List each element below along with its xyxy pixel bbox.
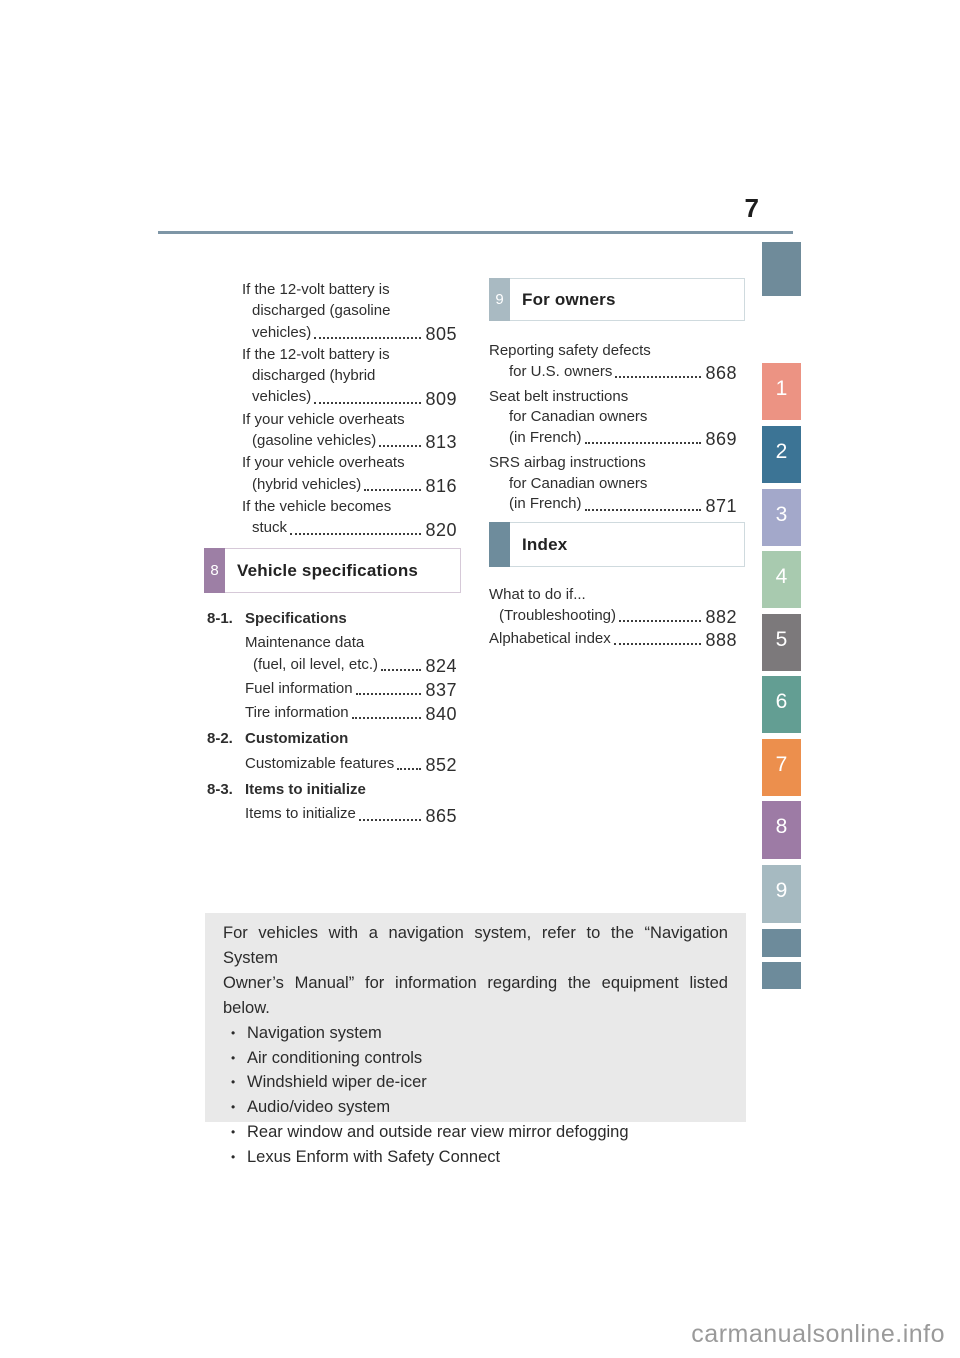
toc-entry-text: discharged (gasoline: [252, 302, 391, 320]
toc-entry: [489, 453, 737, 515]
bullet-item: [223, 1070, 728, 1095]
dotted-leader: [619, 620, 701, 622]
toc-entry-line: [252, 365, 457, 386]
page-ref: 882: [705, 607, 737, 627]
toc-entry: [245, 678, 457, 699]
subsection-items: [245, 803, 457, 824]
toc-entry-text: Items to initialize: [245, 805, 356, 823]
toc-entry-text: for Canadian owners: [509, 474, 648, 492]
toc-entry-line: [509, 362, 737, 383]
page-ref: 869: [705, 429, 737, 450]
toc-entry-line: [252, 300, 457, 321]
note-bullet-list: [223, 1021, 728, 1169]
dotted-leader: [359, 819, 422, 821]
dotted-leader: [314, 402, 421, 404]
section-9-badge: 9: [489, 278, 510, 321]
toc-entry-line: [489, 628, 737, 649]
dotted-leader: [614, 643, 702, 645]
toc-entry-text: discharged (hybrid: [252, 367, 376, 385]
toc-entry-line: [509, 474, 737, 495]
toc-entry-line: [252, 322, 457, 343]
toc-entry-text: Maintenance data: [245, 634, 365, 652]
section-8-list: [207, 608, 457, 828]
toc-entry-text: Customizable features: [245, 754, 395, 772]
bullet-item: [223, 1095, 728, 1120]
page-ref: 871: [705, 495, 737, 516]
toc-entry-line: [509, 494, 737, 515]
bullet-dot-icon: •: [231, 1026, 236, 1040]
toc-entry-line: [253, 654, 457, 675]
toc-entry-line: [509, 407, 737, 428]
toc-entry-line: [245, 702, 457, 723]
toc-entry-text: If your vehicle overheats: [242, 454, 405, 472]
subsection-heading: [207, 779, 457, 800]
toc-entry-text: for U.S. owners: [509, 362, 613, 380]
toc-entry: [242, 452, 457, 495]
subsection-number: 8-3.: [207, 781, 233, 799]
dotted-leader: [314, 337, 421, 339]
navigation-note-box: [205, 913, 746, 1166]
section-9-header: [489, 278, 745, 321]
toc-entry-line: [489, 387, 737, 408]
bullet-text: Rear window and outside rear view mirror defogging: [247, 1122, 629, 1141]
toc-entry: [245, 702, 457, 723]
toc-entry-line: [252, 517, 457, 538]
page-ref: 816: [425, 475, 457, 496]
header-rule: [158, 231, 793, 234]
subsection-title: Items to initialize: [245, 781, 366, 799]
page-ref: 840: [425, 704, 457, 725]
toc-entry-text: (fuel, oil level, etc.): [253, 655, 379, 673]
toc-entry-line: [499, 605, 737, 626]
toc-entry-text: Fuel information: [245, 679, 353, 697]
section-tab-blank: [762, 962, 801, 989]
page-ref: 824: [425, 655, 457, 676]
bullet-dot-icon: •: [231, 1075, 236, 1090]
section-tab-blank: [762, 242, 801, 296]
dotted-leader: [397, 768, 421, 770]
toc-entry-text: If your vehicle overheats: [242, 410, 405, 428]
toc-entry-text: What to do if...: [489, 586, 586, 603]
toc-entry-text: for Canadian owners: [509, 408, 648, 426]
bullet-dot-icon: •: [231, 1050, 236, 1065]
toc-entry-line: [245, 803, 457, 824]
subsection-title: Specifications: [245, 610, 347, 627]
toc-entry-line: [252, 430, 457, 451]
toc-entry-line: [245, 753, 457, 774]
toc-entry-line: [252, 386, 457, 407]
section-tab-9: 9: [762, 865, 801, 923]
dotted-leader: [379, 445, 421, 447]
toc-entry-text: If the 12-volt battery is: [242, 281, 390, 298]
toc-entry: [489, 341, 737, 382]
toc-entry-line: [509, 428, 737, 449]
subsection-items: [245, 753, 457, 774]
subsection-number: 8-2.: [207, 730, 233, 748]
toc-entry: [245, 632, 457, 675]
page-number: 7: [744, 193, 760, 223]
toc-entry: [242, 496, 457, 539]
toc-entry: [245, 803, 457, 824]
bullet-dot-icon: •: [231, 1124, 236, 1139]
toc-entry-text: Alphabetical index: [489, 630, 611, 647]
toc-entry-text: vehicles): [252, 323, 312, 341]
toc-entry-line: [252, 474, 457, 495]
section-tab-2: 2: [762, 426, 801, 483]
section-8-badge: 8: [204, 548, 225, 593]
subsection-number: 8-1.: [207, 610, 233, 627]
bullet-dot-icon: •: [231, 1149, 236, 1164]
dotted-leader: [381, 669, 421, 671]
section-9-title: For owners: [510, 278, 745, 321]
toc-entry-text: If the vehicle becomes: [242, 497, 392, 515]
bullet-item: [223, 1046, 728, 1071]
section-8-header: [204, 548, 461, 593]
dotted-leader: [352, 717, 422, 719]
dotted-leader: [585, 509, 702, 511]
toc-entry-line: [245, 632, 457, 653]
toc-entry-line: [242, 409, 457, 430]
dotted-leader: [290, 533, 421, 535]
page-ref: 865: [425, 805, 457, 826]
toc-entry: [242, 344, 457, 408]
note-intro: [223, 921, 728, 1021]
subsection-heading: [207, 608, 457, 629]
toc-entry-text: (hybrid vehicles): [252, 475, 362, 493]
toc-entry-line: [245, 678, 457, 699]
toc-entry-text: stuck: [252, 519, 288, 537]
section-tab-1: 1: [762, 363, 801, 420]
page-ref: 809: [425, 388, 457, 409]
dotted-leader: [364, 489, 421, 491]
section-tab-7: 7: [762, 739, 801, 796]
toc-entry-line: [242, 496, 457, 517]
bullet-text: Audio/video system: [247, 1098, 391, 1117]
toc-entry-line: [489, 341, 737, 362]
toc-entry-text: (in French): [509, 428, 582, 446]
page-ref: 805: [425, 323, 457, 344]
bullet-text: Navigation system: [247, 1024, 382, 1042]
bullet-text: Lexus Enform with Safety Connect: [247, 1147, 501, 1166]
page-ref: 868: [705, 363, 737, 384]
toc-entry-text: Seat belt instructions: [489, 387, 629, 405]
toc-entry-text: Reporting safety defects: [489, 342, 651, 359]
toc-entry-text: (gasoline vehicles): [252, 432, 377, 450]
toc-entry-text: (Troubleshooting): [499, 607, 617, 624]
toc-entry-text: (in French): [509, 495, 582, 513]
note-intro-line: Owner’s Manual” for information regarding the equipment listed below.: [223, 974, 728, 1017]
toc-entry-text: vehicles): [252, 388, 312, 406]
section-tab-blank: [762, 929, 801, 957]
section-9-list: [489, 341, 737, 519]
section-tab-6: 6: [762, 676, 801, 733]
section-tab-4: 4: [762, 551, 801, 608]
toc-entry-text: If the 12-volt battery is: [242, 345, 390, 363]
toc-entry-text: Tire information: [245, 704, 349, 722]
page-ref: 888: [705, 630, 737, 650]
page-ref: 820: [425, 519, 457, 540]
dotted-leader: [356, 693, 422, 695]
toc-entry-text: SRS airbag instructions: [489, 453, 646, 471]
toc-entry: [242, 409, 457, 452]
index-list: [489, 584, 737, 651]
toc-left-column: [242, 279, 457, 540]
section-tab-8: 8: [762, 801, 801, 859]
page-ref: 837: [425, 680, 457, 701]
toc-entry-line: [242, 279, 457, 300]
bullet-item: [223, 1021, 728, 1046]
index-title: Index: [510, 522, 745, 567]
toc-entry-line: [242, 452, 457, 473]
section-tab-3: 3: [762, 489, 801, 546]
bullet-dot-icon: •: [231, 1100, 236, 1115]
toc-entry: [489, 584, 737, 626]
subsection-items: [245, 632, 457, 723]
page-ref: 813: [425, 432, 457, 453]
bullet-text: Air conditioning controls: [247, 1048, 423, 1067]
page-ref: 852: [425, 755, 457, 776]
note-intro-line: For vehicles with a navigation system, refer to the “Navigation System: [223, 924, 728, 967]
bullet-text: Windshield wiper de-icer: [247, 1073, 427, 1092]
toc-entry-line: [489, 584, 737, 605]
toc-entry-line: [242, 344, 457, 365]
index-badge: [489, 522, 510, 567]
index-header: [489, 522, 745, 567]
bullet-item: [223, 1120, 728, 1145]
bullet-item: [223, 1145, 728, 1170]
toc-entry: [245, 753, 457, 774]
section-8-title: Vehicle specifications: [225, 548, 461, 593]
toc-entry: [242, 279, 457, 343]
toc-entry-line: [489, 453, 737, 474]
subsection-title: Customization: [245, 730, 349, 748]
dotted-leader: [585, 442, 702, 444]
section-tab-5: 5: [762, 614, 801, 671]
toc-entry: [489, 628, 737, 649]
watermark: carmanualsonline.info: [691, 1320, 945, 1348]
toc-entry: [489, 387, 737, 449]
subsection-heading: [207, 728, 457, 749]
dotted-leader: [615, 376, 701, 378]
